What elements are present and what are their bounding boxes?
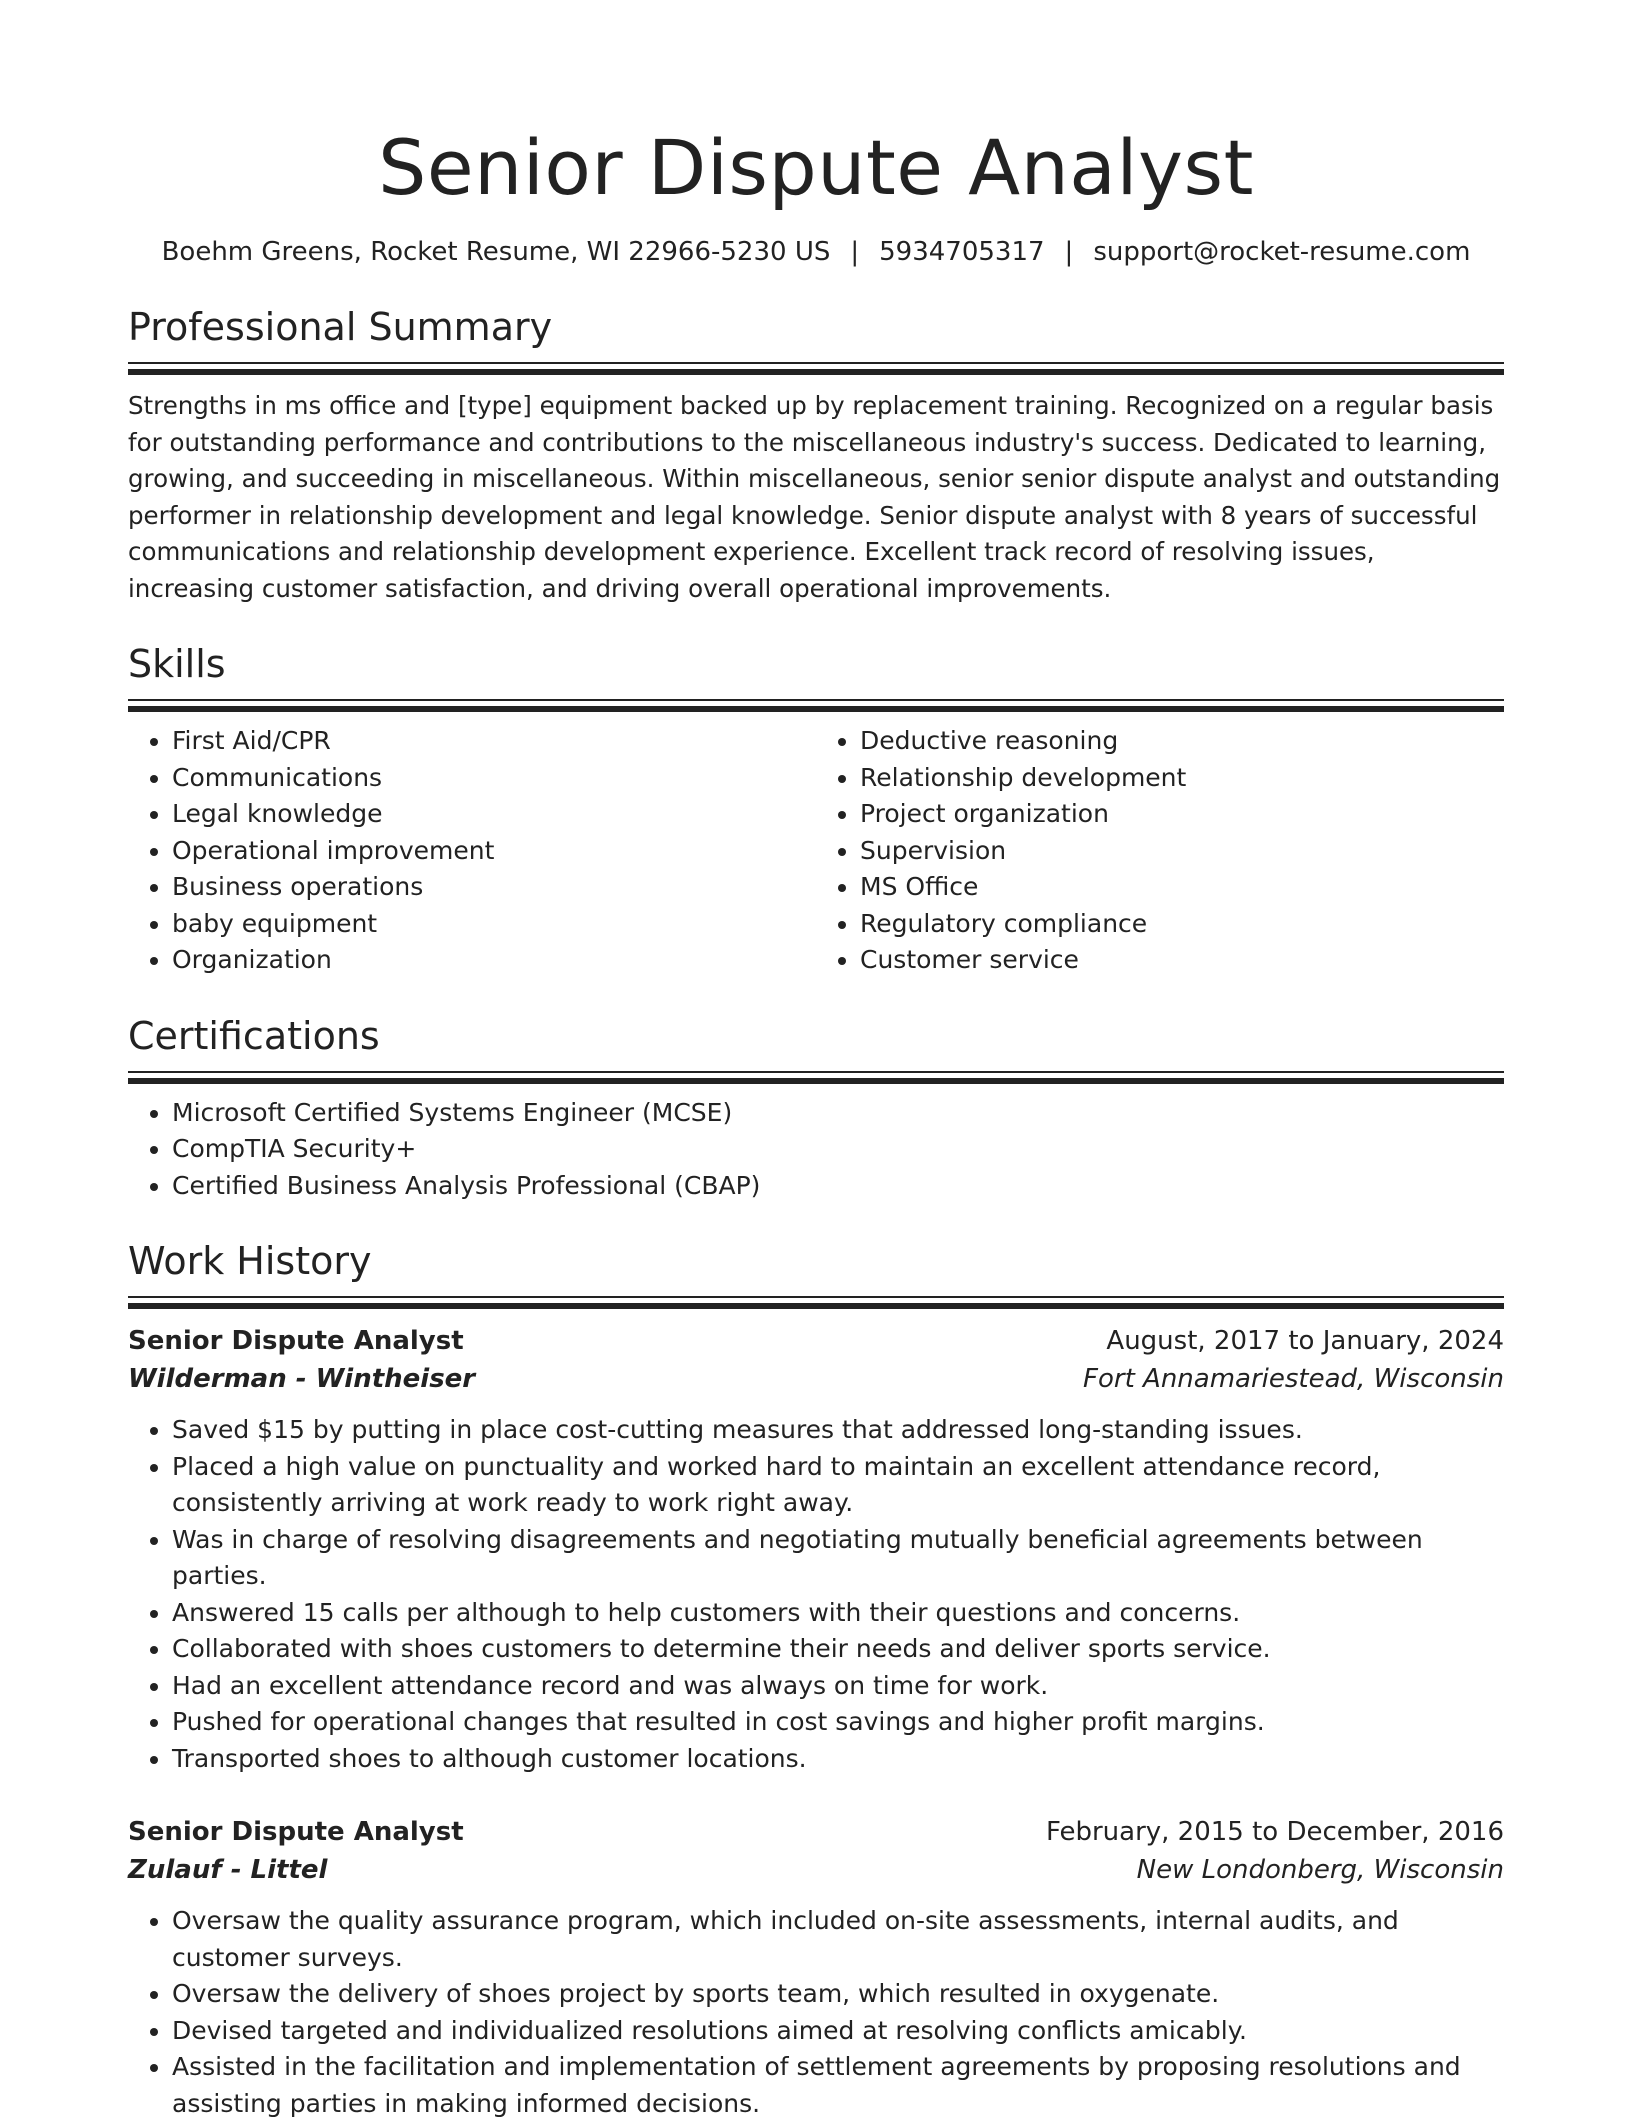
job-location: New Londonberg, Wisconsin	[1136, 1855, 1504, 1885]
skills-list-left	[128, 723, 816, 979]
job-entry	[128, 1813, 1504, 2122]
section-divider	[128, 699, 1504, 711]
skill-item: • Customer service	[860, 942, 1504, 979]
skill-item: • Communications	[172, 760, 816, 797]
skill-item: • baby equipment	[172, 906, 816, 943]
job-header-row	[128, 1322, 1504, 1360]
job-bullet: • Had an excellent attendance record and was always on time for work.	[172, 1668, 1504, 1705]
job-bullet: • Assisted in the facilitation and implementation of settlement agreements by proposing resolutions and assisting parties in making informed decisions.	[172, 2049, 1504, 2122]
contact-address: Boehm Greens, Rocket Resume, WI 22966-5230 US	[161, 237, 831, 267]
job-bullets	[128, 1412, 1504, 1777]
job-bullet: • Devised targeted and individualized resolutions aimed at resolving conflicts amicably.	[172, 2013, 1504, 2050]
job-bullet: • Answered 15 calls per although to help customers with their questions and concerns.	[172, 1595, 1504, 1632]
contact-email[interactable]: support@rocket-resume.com	[1093, 237, 1471, 267]
job-bullet: • Oversaw the quality assurance program, which included on-site assessments, internal audits, and customer surveys.	[172, 1903, 1504, 1976]
certification-item: • Microsoft Certified Systems Engineer (MCSE)	[172, 1095, 1504, 1132]
work-history-heading: Work History	[128, 1239, 372, 1283]
skills-list-right	[816, 723, 1504, 979]
skill-item: • MS Office	[860, 869, 1504, 906]
skill-item: • Organization	[172, 942, 816, 979]
job-dates: August, 2017 to January, 2024	[1106, 1326, 1504, 1356]
contact-separator: |	[850, 237, 860, 267]
job-bullet: • Pushed for operational changes that resulted in cost savings and higher profit margins.	[172, 1704, 1504, 1741]
skill-item: • Regulatory compliance	[860, 906, 1504, 943]
work-history-section	[128, 1238, 1504, 2122]
certification-item: • Certified Business Analysis Professional (CBAP)	[172, 1168, 1504, 1205]
skills-heading: Skills	[128, 642, 226, 686]
job-entry	[128, 1322, 1504, 1777]
contact-separator: |	[1064, 237, 1074, 267]
job-location: Fort Annamariestead, Wisconsin	[1083, 1364, 1504, 1394]
skill-item: • Deductive reasoning	[860, 723, 1504, 760]
certification-item: • CompTIA Security+	[172, 1131, 1504, 1168]
section-divider	[128, 362, 1504, 374]
skill-item: • First Aid/CPR	[172, 723, 816, 760]
contact-phone: 5934705317	[879, 237, 1045, 267]
job-company: Zulauf - Littel	[128, 1855, 328, 1885]
skill-item: • Business operations	[172, 869, 816, 906]
job-company: Wilderman - Wintheiser	[128, 1364, 476, 1394]
job-title: Senior Dispute Analyst	[128, 1817, 464, 1847]
contact-line	[128, 234, 1504, 270]
skill-item: • Legal knowledge	[172, 796, 816, 833]
skill-item: • Supervision	[860, 833, 1504, 870]
skills-columns	[128, 723, 1504, 979]
job-subheader-row	[128, 1851, 1504, 1889]
job-bullet: • Saved $15 by putting in place cost-cutting measures that addressed long-standing issues.	[172, 1412, 1504, 1449]
section-divider	[128, 1296, 1504, 1308]
certifications-section	[128, 1013, 1504, 1205]
summary-heading: Professional Summary	[128, 305, 553, 349]
page-title: Senior Dispute Analyst	[378, 123, 1254, 212]
job-title: Senior Dispute Analyst	[128, 1326, 464, 1356]
job-bullet: • Collaborated with shoes customers to determine their needs and deliver sports service.	[172, 1631, 1504, 1668]
skill-item: • Operational improvement	[172, 833, 816, 870]
certifications-heading: Certifications	[128, 1013, 380, 1058]
job-dates: February, 2015 to December, 2016	[1045, 1817, 1504, 1847]
skill-item: • Relationship development	[860, 760, 1504, 797]
skills-section	[128, 641, 1504, 979]
job-bullet: • Oversaw the delivery of shoes project by sports team, which resulted in oxygenate.	[172, 1976, 1504, 2013]
job-bullet: • Was in charge of resolving disagreements and negotiating mutually beneficial agreements between parties.	[172, 1522, 1504, 1595]
skill-item: • Project organization	[860, 796, 1504, 833]
job-bullet: • Transported shoes to although customer locations.	[172, 1741, 1504, 1778]
section-divider	[128, 1071, 1504, 1083]
summary-text: Strengths in ms office and [type] equipment backed up by replacement training. Recognized on a regular basis for outstanding performance and contributions to the miscellaneous industry's success. Dedicated to learning, growing, and succeeding in miscellaneous. Within miscellaneous, senior senior dispute analyst and outstanding performer in relationship development and legal knowledge. Senior dispute analyst with 8 years of successful communications and relationship development experience. Excellent track record of resolving issues, increasing customer satisfaction, and driving overall operational improvements.	[128, 391, 1501, 603]
job-subheader-row	[128, 1360, 1504, 1398]
certifications-list	[128, 1095, 1504, 1205]
job-bullet: • Placed a high value on punctuality and worked hard to maintain an excellent attendance record, consistently arriving at work ready to work right away.	[172, 1449, 1504, 1522]
summary-section	[128, 304, 1504, 607]
job-bullets	[128, 1903, 1504, 2122]
job-header-row	[128, 1813, 1504, 1851]
